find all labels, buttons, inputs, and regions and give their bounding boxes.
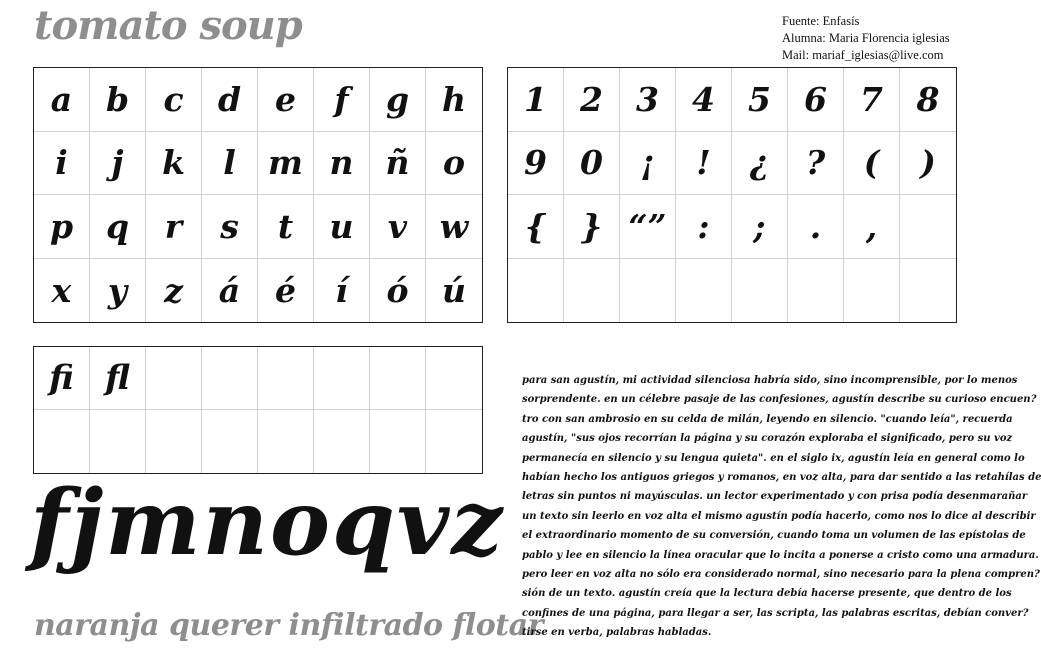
credits-student: Alumna: Maria Florencia iglesias: [782, 31, 950, 45]
glyph-cell: [314, 347, 370, 410]
body-text-line: sión de un texto. agustín creía que la lectura debía hacerse presente, que dentro de los: [522, 588, 1012, 600]
glyph-cell: }: [564, 195, 620, 259]
page-title: tomato soup: [34, 2, 302, 49]
glyph-cell: 0: [564, 132, 620, 196]
glyph-cell: “”: [620, 195, 676, 259]
glyph-cell: :: [676, 195, 732, 259]
glyph-cell: [314, 410, 370, 473]
body-text-line: un texto sin leerlo en voz alta el mismo agustín podía hacerlo, como nos lo dice al describir: [522, 510, 1036, 522]
glyph-cell: (: [844, 132, 900, 196]
glyph-cell: 1: [508, 68, 564, 132]
sample-words: naranja querer infiltrado flotar: [34, 608, 543, 643]
glyph-cell: fi: [34, 347, 90, 410]
body-text-line: pero leer en voz alta no sólo era considerado normal, sino necesario para la plena compren?: [522, 569, 1040, 581]
credits-mail: Mail: mariaf_iglesias@live.com: [782, 48, 944, 62]
glyph-cell: [426, 347, 482, 410]
body-text-line: habían hecho los antiguos griegos y romanos, en voz alta, para dar sentido a las retahílas de: [522, 472, 1041, 484]
glyph-cell: x: [34, 259, 90, 323]
body-text-paragraph: [522, 371, 1041, 643]
glyph-cell: p: [34, 195, 90, 259]
glyph-cell: c: [146, 68, 202, 132]
specimen-letters: fjmnoqvz: [30, 470, 505, 576]
glyph-cell: j: [90, 132, 146, 196]
glyph-cell: b: [90, 68, 146, 132]
glyph-cell: y: [90, 259, 146, 323]
glyph-cell: 9: [508, 132, 564, 196]
glyph-cell: [258, 410, 314, 473]
glyph-cell: d: [202, 68, 258, 132]
glyph-cell: 4: [676, 68, 732, 132]
numerals-punctuation-grid: [507, 67, 957, 323]
body-text-line: el extraordinario momento de su conversión, cuando toma un volumen de las epístolas de: [522, 530, 1026, 542]
glyph-cell: [844, 259, 900, 323]
glyph-cell: 5: [732, 68, 788, 132]
glyph-cell: n: [314, 132, 370, 196]
glyph-cell: [146, 410, 202, 473]
glyph-cell: 7: [844, 68, 900, 132]
glyph-cell: ñ: [370, 132, 426, 196]
glyph-cell: [370, 347, 426, 410]
glyph-cell: i: [34, 132, 90, 196]
glyph-cell: u: [314, 195, 370, 259]
body-text-line: pablo y lee en silencio la línea oracular que lo incita a ponerse a cristo como una armadura.: [522, 549, 1039, 561]
glyph-cell: [564, 259, 620, 323]
glyph-cell: [508, 259, 564, 323]
body-text-line: para san agustín, mi actividad silenciosa habría sido, sino incomprensible, por lo menos: [522, 375, 1018, 386]
body-text-line: letras sin puntos ni mayúsculas. un lector experimentado y con prisa podía desenmarañar: [522, 491, 1028, 503]
body-text-line: agustín, "sus ojos recorrían la página y su corazón exploraba el significado, pero su voz: [522, 433, 1013, 445]
glyph-cell: m: [258, 132, 314, 196]
glyph-cell: e: [258, 68, 314, 132]
glyph-cell: a: [34, 68, 90, 132]
glyph-cell: [146, 347, 202, 410]
body-text-line: confines de una página, para llegar a ser, las scripta, las palabras escritas, debían conver?: [522, 607, 1029, 619]
glyph-cell: ¿: [732, 132, 788, 196]
glyph-cell: 2: [564, 68, 620, 132]
glyph-cell: ú: [442, 270, 466, 310]
glyph-cell: á: [202, 259, 258, 323]
body-text-line: tro con san ambrosio en su celda de milán, leyendo en silencio. "cuando leía", recuerda: [522, 413, 1013, 425]
glyph-cell: z: [146, 259, 202, 323]
glyph-cell: ó: [370, 259, 426, 323]
glyph-cell: k: [146, 132, 202, 196]
glyph-cell: t: [258, 195, 314, 259]
glyph-cell: l: [202, 132, 258, 196]
glyph-cell: [202, 347, 258, 410]
glyph-cell: [900, 259, 956, 323]
glyph-cell: [202, 410, 258, 473]
glyph-cell: í: [314, 259, 370, 323]
glyph-cell: ¡: [620, 132, 676, 196]
glyph-cell: [788, 259, 844, 323]
glyph-cell: [426, 410, 482, 473]
body-text-line: permanecía en silencio y su lengua quieta". en el siglo ix, agustín leía en general como lo: [522, 452, 1025, 464]
glyph-cell: v: [370, 195, 426, 259]
glyph-cell: 6: [788, 68, 844, 132]
glyph-cell: [732, 259, 788, 323]
glyph-cell: .: [788, 195, 844, 259]
glyph-cell: [90, 410, 146, 473]
glyph-cell: [620, 259, 676, 323]
glyph-cell: ): [900, 132, 956, 196]
glyph-cell: 8: [900, 68, 956, 132]
glyph-cell: [676, 259, 732, 323]
glyph-cell: é: [258, 259, 314, 323]
glyph-cell: ?: [788, 132, 844, 196]
glyph-cell: r: [146, 195, 202, 259]
glyph-cell: ;: [732, 195, 788, 259]
glyph-cell: {: [508, 195, 564, 259]
glyph-cell: f: [314, 68, 370, 132]
ligatures-grid: [33, 346, 483, 474]
glyph-cell: fl: [90, 347, 146, 410]
glyph-cell: w: [426, 195, 482, 259]
glyph-cell: ,: [844, 195, 900, 259]
body-text-line: tirse en verba, palabras habladas.: [522, 627, 712, 639]
glyph-cell: q: [90, 195, 146, 259]
glyph-cell: g: [370, 68, 426, 132]
credits-source: Fuente: Enfasís: [782, 14, 860, 28]
glyph-cell: [900, 195, 956, 259]
glyph-cell: [34, 410, 90, 473]
glyph-cell: o: [426, 132, 482, 196]
glyph-cell: s: [202, 195, 258, 259]
credits-block: [782, 13, 950, 64]
glyph-cell: [370, 410, 426, 473]
glyph-cell: h: [426, 68, 482, 132]
body-text-line: sorprendente. en un célebre pasaje de las confesiones, agustín describe su curioso encuen?: [522, 394, 1037, 406]
glyph-cell: 3: [620, 68, 676, 132]
glyph-cell: [258, 347, 314, 410]
lowercase-glyph-grid: [33, 67, 483, 323]
glyph-cell: !: [676, 132, 732, 196]
